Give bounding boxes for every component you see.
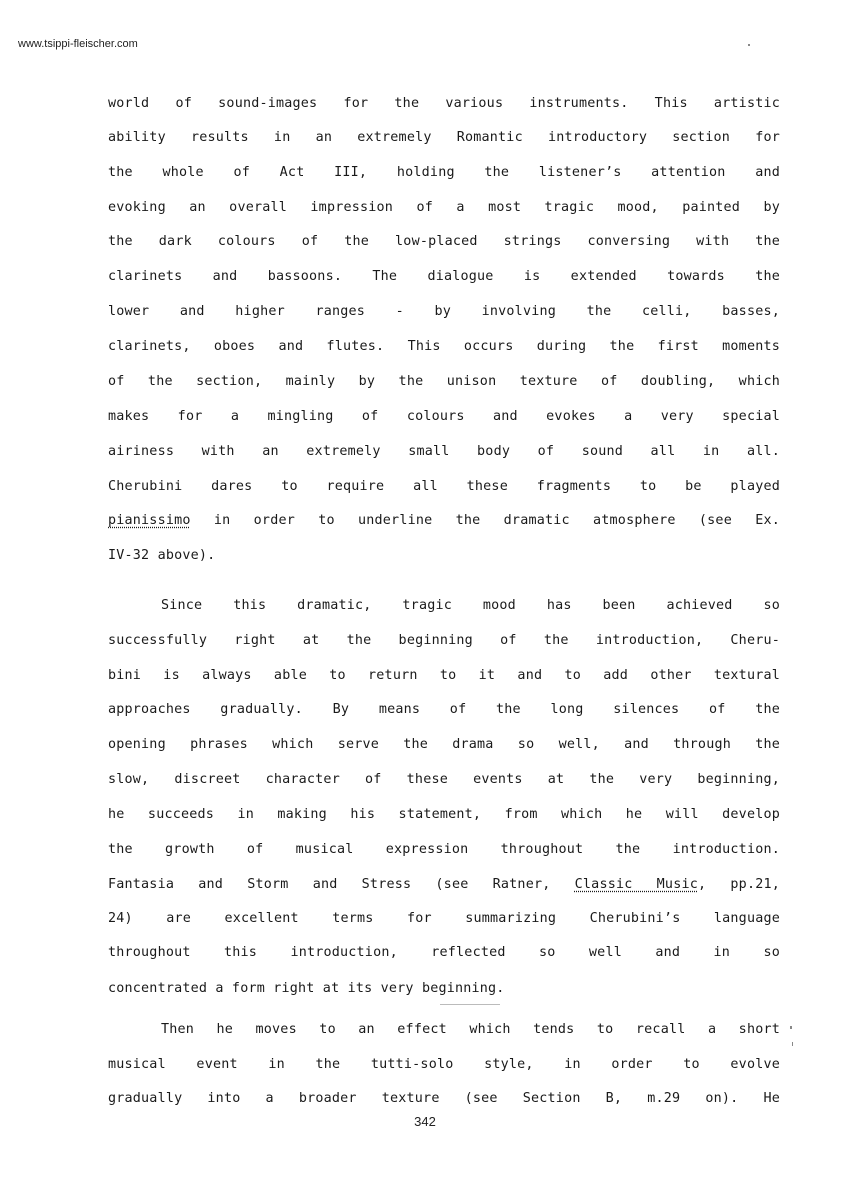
text-line: the dark colours of the low-placed strings conversing with the — [108, 234, 780, 249]
text-span: Fantasia and Storm and Stress (see Ratner, — [108, 877, 575, 892]
text-line: evoking an overall impression of a most tragic mood, painted by — [108, 200, 780, 215]
scan-speck — [748, 44, 750, 46]
text-line: slow, discreet character of these events at the very beginning, — [108, 772, 780, 787]
text-span: in order to underline the dramatic atmosphere (see Ex. — [190, 513, 780, 528]
text-line: of the section, mainly by the unison texture of doubling, which — [108, 374, 780, 389]
text-line: Cherubini dares to require all these fragments to be played — [108, 479, 780, 494]
scan-speck — [792, 1042, 793, 1046]
text-line: lower and higher ranges - by involving the celli, basses, — [108, 304, 780, 319]
text-line: musical event in the tutti-solo style, in order to evolve — [108, 1057, 780, 1072]
text-line: clarinets, oboes and flutes. This occurs during the first moments — [108, 339, 780, 354]
text-line: world of sound-images for the various instruments. This artistic — [108, 96, 780, 111]
text-line: bini is always able to return to it and to add other textural — [108, 668, 780, 683]
text-line: Since this dramatic, tragic mood has been achieved so — [161, 598, 780, 613]
scan-speck — [790, 1026, 792, 1029]
text-line — [108, 512, 780, 530]
text-line: clarinets and bassoons. The dialogue is extended towards the — [108, 269, 780, 284]
text-line: opening phrases which serve the drama so well, and through the — [108, 737, 780, 752]
text-line: 24) are excellent terms for summarizing Cherubini’s language — [108, 911, 780, 926]
text-span: , pp.21, — [697, 877, 780, 892]
text-line: airiness with an extremely small body of sound all in all. — [108, 444, 780, 459]
text-line: approaches gradually. By means of the long silences of the — [108, 702, 780, 717]
text-line: IV-32 above). — [108, 548, 216, 563]
page-number: 342 — [414, 1114, 436, 1129]
scan-speck — [440, 1004, 500, 1005]
site-url: www.tsippi-fleischer.com — [18, 38, 138, 50]
text-line: Then he moves to an effect which tends to recall a short — [161, 1022, 780, 1037]
text-line: concentrated a form right at its very beginning. — [108, 981, 505, 996]
text-line: successfully right at the beginning of the introduction, Cheru- — [108, 633, 780, 648]
text-line: makes for a mingling of colours and evokes a very special — [108, 409, 780, 424]
italic-term: pianissimo — [108, 513, 191, 528]
text-line: ability results in an extremely Romantic introductory section for — [108, 130, 780, 145]
text-line: gradually into a broader texture (see Section B, m.29 on). He — [108, 1091, 780, 1106]
text-line: the growth of musical expression throughout the introduction. — [108, 842, 780, 857]
book-title: Classic Music — [574, 877, 698, 892]
text-line: he succeeds in making his statement, from which he will develop — [108, 807, 780, 822]
text-line — [108, 876, 780, 894]
text-line: the whole of Act III, holding the listener’s attention and — [108, 165, 780, 180]
text-line: throughout this introduction, reflected so well and in so — [108, 945, 780, 960]
